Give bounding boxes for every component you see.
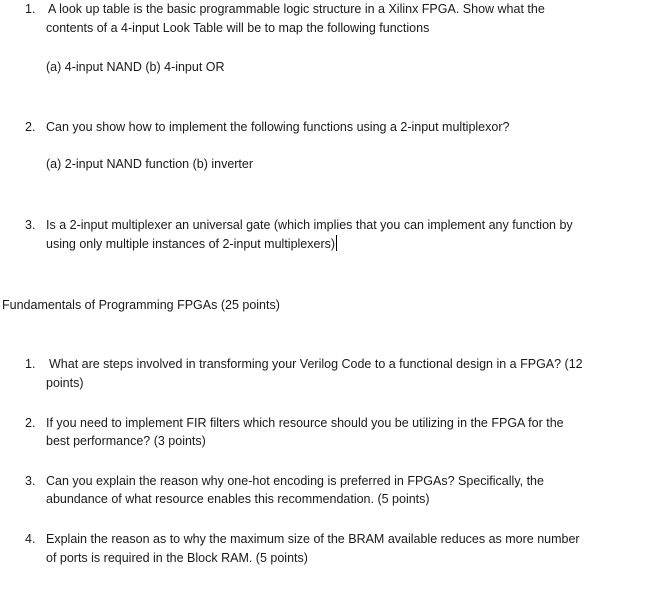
s1-q1-line-1: A look up table is the basic programmable logic structure in a Xilinx FPGA. Show what the — [48, 2, 545, 16]
s1-q3-line-2-wrap — [46, 235, 337, 253]
s1-q3-line-2: using only multiple instances of 2-input multiplexers) — [46, 237, 336, 251]
s2-q1-line-1: What are steps involved in transforming your Verilog Code to a functional design in a FPGA? (12 — [49, 357, 583, 371]
s2-q3-line-1: Can you explain the reason why one-hot encoding is preferred in FPGAs? Specifically, the — [46, 474, 544, 488]
s1-q1-parts: (a) 4-input NAND (b) 4-input OR — [46, 60, 225, 74]
s1-q1-line-2: contents of a 4-input Look Table will be to map the following functions — [46, 21, 430, 35]
s1-q2-parts: (a) 2-input NAND function (b) inverter — [46, 157, 254, 171]
s1-q2-line-1: Can you show how to implement the following functions using a 2-input multiplexor? — [46, 120, 510, 134]
section-heading: Fundamentals of Programming FPGAs (25 points) — [2, 298, 280, 312]
s1-q2-number: 2. — [25, 120, 36, 134]
s2-q4-line-2: of ports is required in the Block RAM. (5 points) — [46, 551, 308, 565]
s2-q1-line-2: points) — [46, 376, 84, 390]
s2-q4-line-1: Explain the reason as to why the maximum size of the BRAM available reduces as more number — [46, 532, 580, 546]
s2-q1-number: 1. — [25, 357, 36, 371]
s1-q1-number: 1. — [25, 2, 36, 16]
text-cursor — [336, 235, 337, 251]
s2-q3-line-2: abundance of what resource enables this recommendation. (5 points) — [46, 492, 430, 506]
s1-q3-number: 3. — [25, 218, 36, 232]
s1-q3-line-1: Is a 2-input multiplexer an universal gate (which implies that you can implement any function by — [46, 218, 573, 232]
s2-q3-number: 3. — [25, 474, 36, 488]
s2-q4-number: 4. — [25, 532, 36, 546]
s2-q2-number: 2. — [25, 416, 36, 430]
s2-q2-line-2: best performance? (3 points) — [46, 434, 206, 448]
s2-q2-line-1: If you need to implement FIR filters which resource should you be utilizing in the FPGA for the — [46, 416, 564, 430]
